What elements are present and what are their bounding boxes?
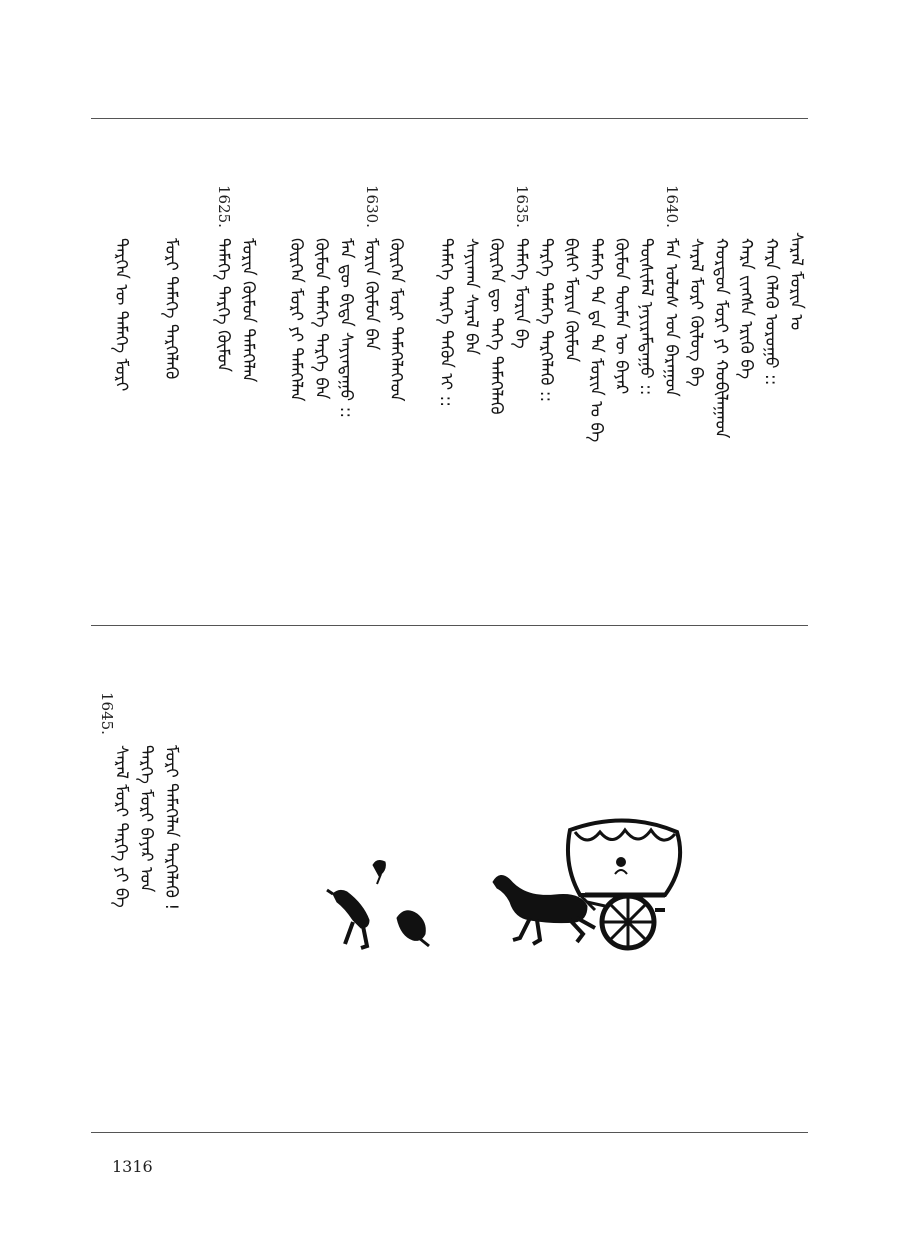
verse-line: ᠲᠡᠷᠭᠡ ᠲᠡᠮᠡᠭᠡ ᠲᠡᠷᠭᠡᠯᠡᠭᠦ :: <box>536 238 556 403</box>
verse-line: ᠬᠤᠷᠳᠤᠨ ᠮᠣᠷᠢ ᠶᠢ ᠬᠤᠪᠢᠯᠠᠭᠠᠳ <box>711 238 731 439</box>
verse-line: ᠮᠣᠷᠢᠨ ᠬᠦᠮᠦᠨ ᠲᠡᠮᠡᠭᠡᠯᠡᠨ <box>238 238 258 383</box>
horse-carriage-illustration <box>325 810 695 960</box>
verse-line: ᠬᠠᠷᠠ ᠬᠡᠯᠡᠬᠦ ᠤᠷᠤᠭᠤ :: <box>761 238 781 386</box>
verse-line: ᠬᠦᠷᠭᠡᠨ ᠳᠦ ᠲᠡᠬᠡ ᠲᠡᠮᠡᠭᠡᠯᠡᠭᠦ <box>486 238 506 415</box>
line-number: 1635. <box>513 185 531 228</box>
line-number: 1625. <box>215 185 233 228</box>
line-number: 1630. <box>363 185 381 228</box>
verse-line: ᠮᠣᠷᠢ ᠲᠡᠮᠡᠭᠡ ᠲᠡᠷᠭᠡᠯᠡᠭᠦ <box>161 238 181 380</box>
verse-line: ᠰᠠᠶᠢᠬᠠᠨ ᠰᠠᠷᠠᠯ ᠪᠠᠨ <box>461 238 481 356</box>
line-number: 1645. <box>98 692 116 735</box>
line-number: 1640. <box>663 185 681 228</box>
goat-icon <box>327 890 369 948</box>
verse-line: ᠬᠦᠮᠦᠨ ᠲᠦᠮᠡᠨ ᠦ ᠪᠠᠶᠠᠷ <box>611 238 631 395</box>
verse-line: ᠲᠡᠷᠭᠡᠨ ᠦ ᠲᠡᠮᠡᠭᠡ ᠮᠣᠷᠢ <box>111 238 131 392</box>
verse-line: ᠰᠠᠷᠠᠯ ᠮᠣᠷᠢ ᠬᠦᠯᠦᠭ ᠪᠠ <box>686 238 706 387</box>
verse-line: ᠲᠡᠮᠡᠭᠡ ᠲᠡ ᠳᠡ ᠲᠡ ᠮᠣᠷᠢᠨ ᠤ ᠪᠡ <box>586 238 606 443</box>
verse-line: ᠲᠡᠮᠡᠭᠡ ᠮᠣᠷᠢᠨ ᠪᠠ <box>511 238 531 349</box>
page-number: 1316 <box>112 1157 153 1176</box>
verse-line: ᠬᠦᠷᠭᠡᠨ ᠮᠣᠷᠢ ᠶᠢ ᠲᠡᠮᠡᠭᠡᠯᠡᠨ <box>286 238 306 402</box>
verse-line: ᠮᠠᠨ ᠳᠦ ᠪᠢᠳᠡ ᠰᠠᠶᠢᠨᠳᠠᠭᠤ :: <box>336 238 356 419</box>
caption-line: ᠲᠡᠷᠭᠡ ᠮᠣᠷᠢ ᠪᠠᠶᠠᠷ ᠤᠨ <box>136 745 156 893</box>
verse-line: ᠪᠢᠰᠢ ᠮᠣᠷᠢᠨ ᠬᠦᠮᠦᠨ <box>561 238 581 363</box>
verse-line: ᠬᠦᠷᠭᠡᠨ ᠮᠣᠷᠢ ᠲᠡᠮᠡᠭᠡᠯᠡᠭᠡᠳ <box>386 238 406 402</box>
verse-line: ᠲᠦᠰᠢᠮᠡᠯ ᠨᠠᠶᠢᠷᠠᠮᠳᠠᠭᠤ :: <box>636 238 656 396</box>
verse-line: ᠲᠡᠮᠡᠭᠡ ᠲᠡᠷᠭᠡ ᠬᠦᠮᠦᠨ <box>213 238 233 373</box>
verse-line: ᠬᠦᠮᠦᠨ ᠲᠡᠮᠡᠭᠡ ᠲᠡᠷᠭᠡ ᠪᠠᠨ <box>311 238 331 400</box>
verse-line: ᠬᠠᠷᠠ ᠵᠢᠨᠭᠰᠡ ᠡᠷᠢᠭᠦ ᠪᠠ <box>736 238 756 380</box>
bottom-rule <box>91 1132 808 1133</box>
caption-line: ᠰᠠᠷᠠᠯ ᠮᠣᠷᠢ ᠲᠡᠷᠭᠡ ᠶᠢ ᠪᠠ <box>111 745 131 908</box>
verse-line: ᠲᠡᠮᠡᠭᠡ ᠲᠡᠷᠭᠡ ᠲᠡᠭᠦᠨ ᠢ :: <box>436 238 456 407</box>
verse-line: ᠮᠣᠷᠢᠨ ᠬᠦᠮᠦᠨ ᠪᠠᠨ <box>361 238 381 351</box>
verse-line: ᠮᠠᠨ ᠤᠯᠤᠰ ᠤᠨ ᠪᠠᠷᠠᠭᠤᠨ <box>661 238 681 397</box>
animal-icon <box>373 861 429 946</box>
top-rule <box>91 118 808 119</box>
verse-line: ᠰᠠᠷᠠᠯ ᠮᠣᠷᠢᠨ ᠤ <box>786 232 806 331</box>
carriage-icon <box>568 820 680 948</box>
caption-line: ᠮᠣᠷᠢ ᠲᠡᠮᠡᠭᠡᠯᠡᠨ ᠲᠡᠷᠭᠡᠯᠡᠭᠦ ! <box>161 745 181 911</box>
middle-rule <box>91 625 808 626</box>
